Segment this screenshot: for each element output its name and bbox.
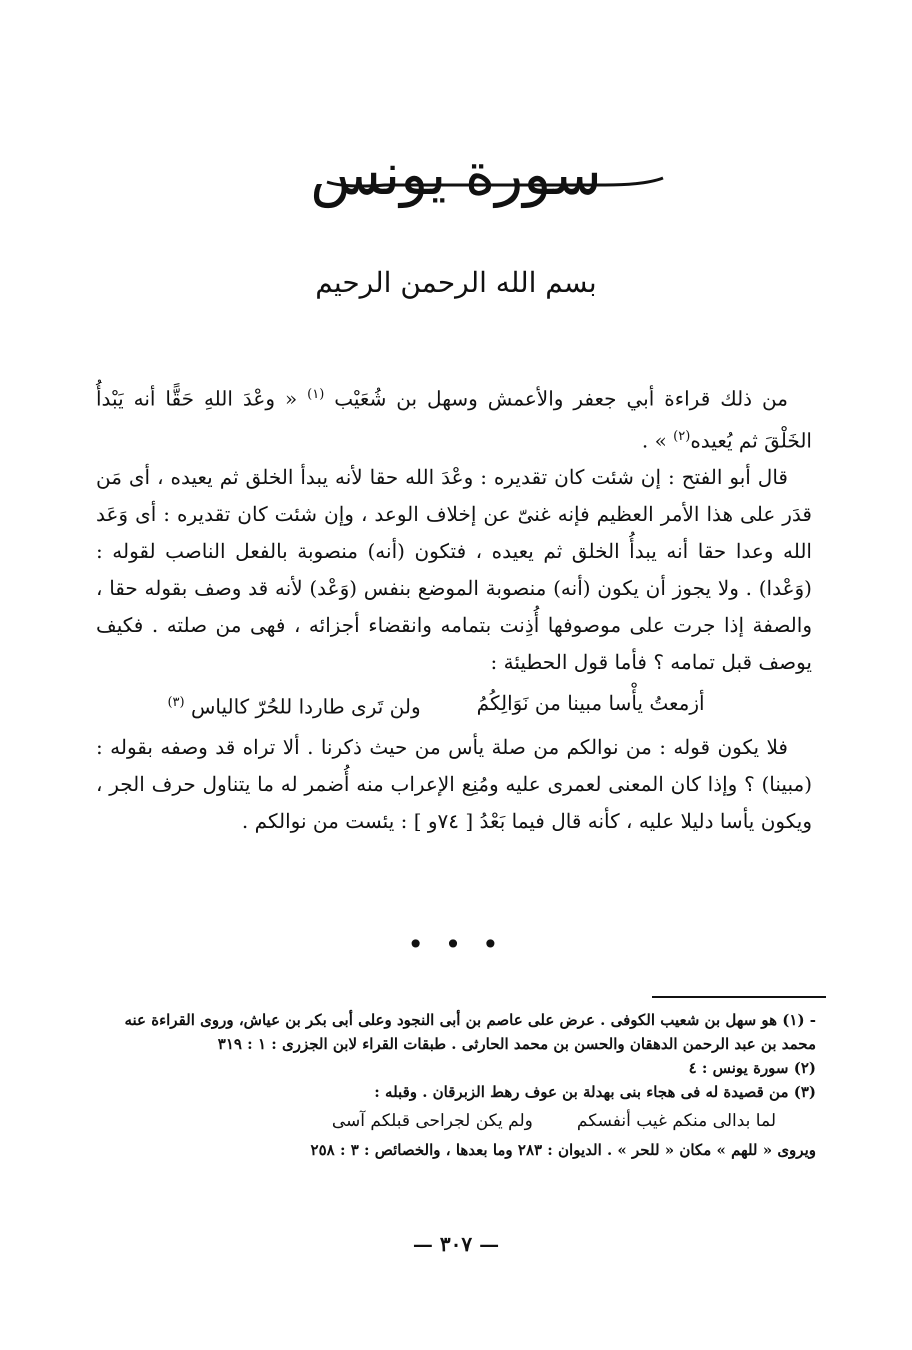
paragraph-2: قال أبو الفتح : إن شئت كان تقديره : وعْدَ الله حقا لأنه يبدأ الخلق ثم يعيده ، أى مَن قدَر على هذا الأمر العظيم فإنه غنىّ عن إخلاف الوعد ، وإن شئت كان تقديره : أى وَعَد الله وعدا حقا أنه يبدأُ الخلق ثم يعيده ، فتكون (أنه) منصوبة بالفعل الناصب لقوله : (وَعْدا) . ولا يجوز أن يكون (أنه) منصوبة الموضع بنفس (وَعْد) لأنه قد وصف بقوله حقا ، والصفة إذا جرت على موصوفها أُذِنت بتمامه وانقضاء أجزائه ، فهى من صلته . فكيف يوصف قبل تمامه ؟ فأما قول الحطيئة :: [96, 465, 812, 675]
verse-second-hemistich: ولن تَرى طاردا للحُرّ كالياس $^{(٣)}$: [167, 694, 421, 719]
footnote-separator: [652, 996, 826, 998]
footnote-ref-3: (٣): [167, 695, 185, 711]
footnote-3: (٣) من قصيدة له فى هجاء بنى بهدلة بن عوف رهط الزبرقان . وقبله :: [374, 1083, 816, 1101]
footnote-ref-2: (٢): [673, 428, 691, 444]
footnote-3-note: ويروى « للهم » مكان « للحر » . الديوان : ٢٨٣ وما بعدها ، والخصائص : ٣ : ٢٥٨: [310, 1141, 816, 1159]
surah-title: سورة يونس: [310, 140, 602, 208]
footnotes: [100, 1008, 816, 1162]
footnote-ref-1: (١): [307, 387, 325, 402]
verse-first-hemistich: أزمعتُ يأْسا مبينا من نَوَالِكُمُ: [476, 691, 705, 716]
title-underline-flourish: [325, 172, 665, 190]
page-number: — ٣٠٧ —: [412, 1232, 500, 1256]
section-end-marks: • • •: [407, 928, 505, 961]
footnote-2: (٢) سورة يونس : ٤: [688, 1059, 816, 1077]
paragraph-3: فلا يكون قوله : من نوالكم من صلة يأس من حيث ذكرنا . ألا تراه قد وصفه بقوله : (مبينا) ؟ وإذا كان المعنى لعمرى عليه ومُنِع الإعراب منه أُضمر له ما يتناول حرف الجر ، ويكون يأسا دليلا عليه ، كأنه قال فيما بَعْدُ [ ٧٤و ] : يئست من نوالكم .: [96, 734, 812, 833]
footnote-verse-second: ولم يكن لجراحى قبلكم آسى: [331, 1111, 533, 1131]
basmala: بسم الله الرحمن الرحيم: [315, 266, 597, 299]
paragraph-1: من ذلك قراءة أبي جعفر والأعمش وسهل بن شُعَيْب $^{(١)}$ « وعْدَ اللهِ حَقًّا أنه يَبْدأُ الخَلْقَ ثم يُعيده$^{(٢)}$ » .: [96, 386, 812, 453]
poetry-verse: [96, 681, 812, 729]
footnote-1: - (١) هو سهل بن شعيب الكوفى . عرض على عاصم بن أبى النجود وعلى أبى بكر بن عياش، وروى القراءة عنه محمد بن عبد الرحمن الدهقان والحسن بن محمد الحارثى . طبقات القراء لابن الجزرى : ١ : ٣١٩: [124, 1011, 816, 1053]
footnote-verse-first: لما بدالى منكم غيب أنفسكم: [576, 1111, 776, 1131]
footnote-verse: [100, 1104, 816, 1138]
main-text: [96, 376, 812, 840]
